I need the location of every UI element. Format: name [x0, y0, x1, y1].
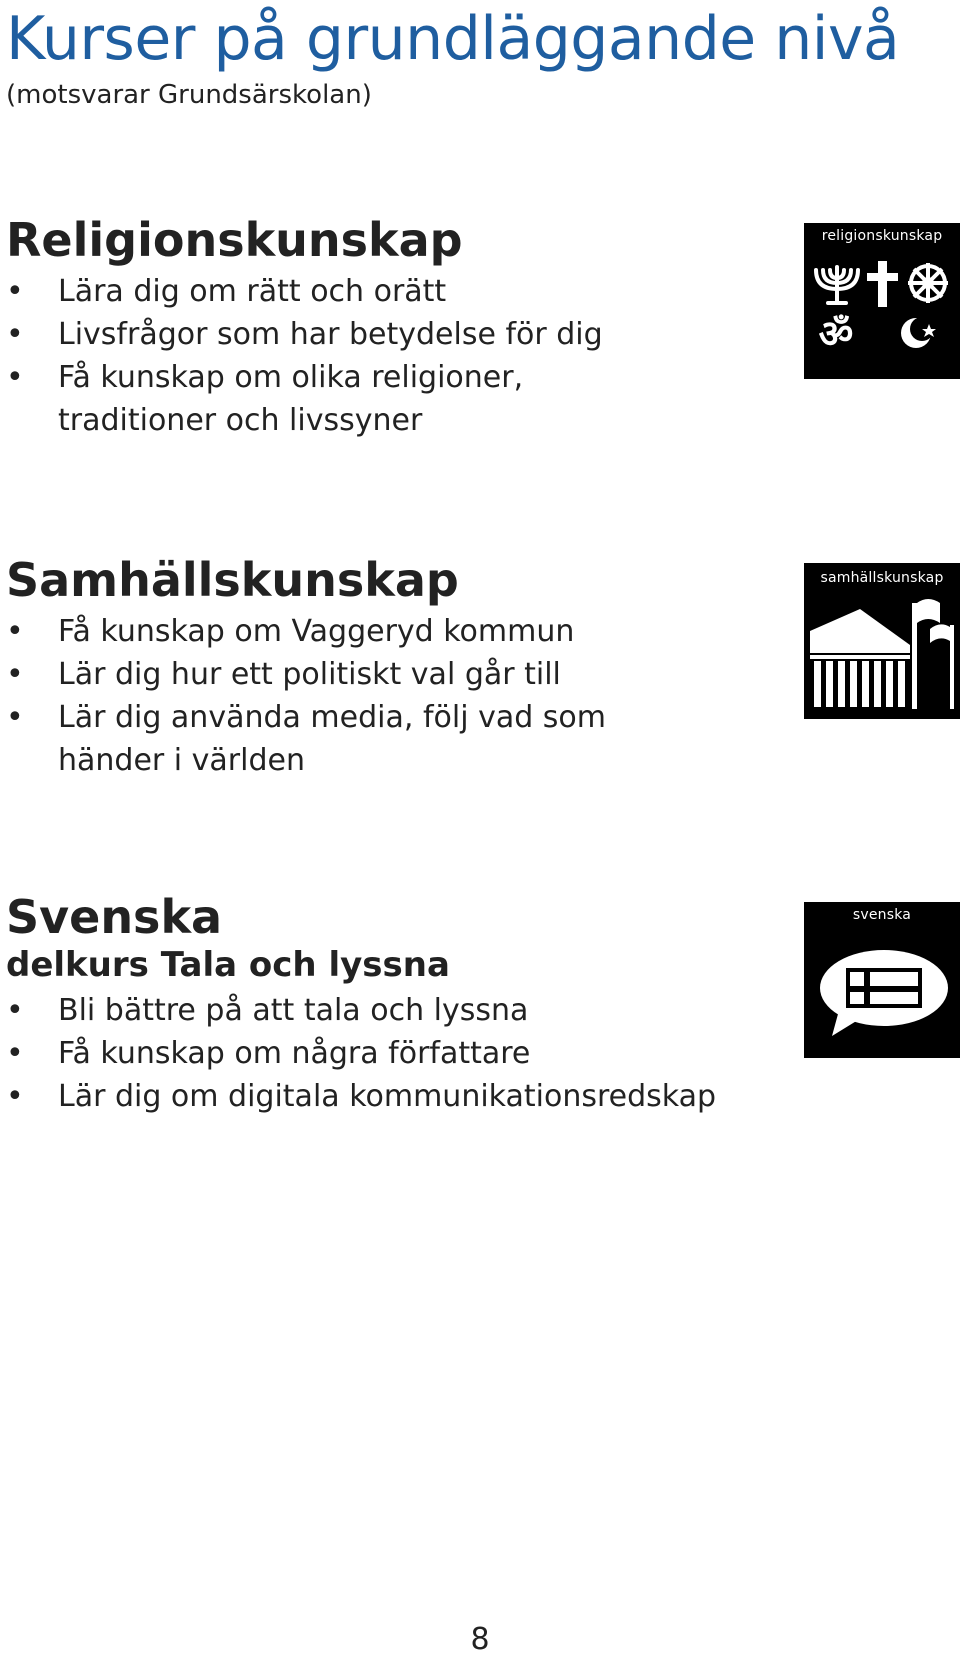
section-heading: Religionskunskap [6, 213, 463, 267]
list-item: • Lär dig om digitala kommunikationsredskap [6, 1075, 766, 1118]
list-item: • Bli bättre på att tala och lyssna [6, 989, 766, 1032]
list-item: • Lär dig hur ett politiskt val går till [6, 653, 766, 696]
list-item: • Lär dig använda media, följ vad som händer i världen [6, 696, 766, 782]
menorah-icon [816, 267, 858, 303]
section-svenska [6, 892, 766, 1118]
pictogram-label: svenska [852, 907, 912, 923]
samhallskunskap-pictogram [804, 563, 960, 719]
dharma-wheel-icon [908, 263, 948, 303]
section-heading: Svenska [6, 890, 223, 944]
section-subheading: delkurs Tala och lyssna [6, 944, 450, 985]
swedish-symbols [804, 902, 960, 1058]
list-item: • Få kunskap om olika religioner, traditioner och livssyner [6, 356, 766, 442]
svg-text:ॐ: ॐ [818, 312, 854, 356]
government-building-icon [810, 609, 910, 707]
pictogram-label: samhällskunskap [820, 570, 944, 586]
page-subtitle: (motsvarar Grundsärskolan) [6, 80, 372, 110]
page-number: 8 [470, 1622, 490, 1657]
speech-bubble-swedish-flag-icon [820, 950, 948, 1036]
page-title: Kurser på grundläggande nivå [6, 4, 900, 74]
list-item: • Få kunskap om Vaggeryd kommun [6, 610, 766, 653]
om-icon [819, 312, 854, 356]
flag-icon [912, 599, 954, 709]
list-item: • Lära dig om rätt och orätt [6, 270, 766, 313]
crescent-star-icon [901, 317, 936, 348]
bullet-list [6, 989, 766, 1118]
section-religionskunskap [6, 215, 766, 442]
religionskunskap-pictogram [804, 223, 960, 379]
cross-icon [867, 261, 898, 307]
svenska-pictogram [804, 902, 960, 1058]
bullet-list [6, 610, 766, 782]
society-symbols [806, 565, 960, 721]
list-item: • Livsfrågor som har betydelse för dig [6, 313, 766, 356]
section-heading: Samhällskunskap [6, 553, 459, 607]
bullet-list [6, 270, 766, 442]
list-item: • Få kunskap om några författare [6, 1032, 766, 1075]
pictogram-label: religionskunskap [821, 228, 943, 244]
religion-symbols [804, 223, 960, 379]
section-samhallskunskap [6, 555, 766, 782]
